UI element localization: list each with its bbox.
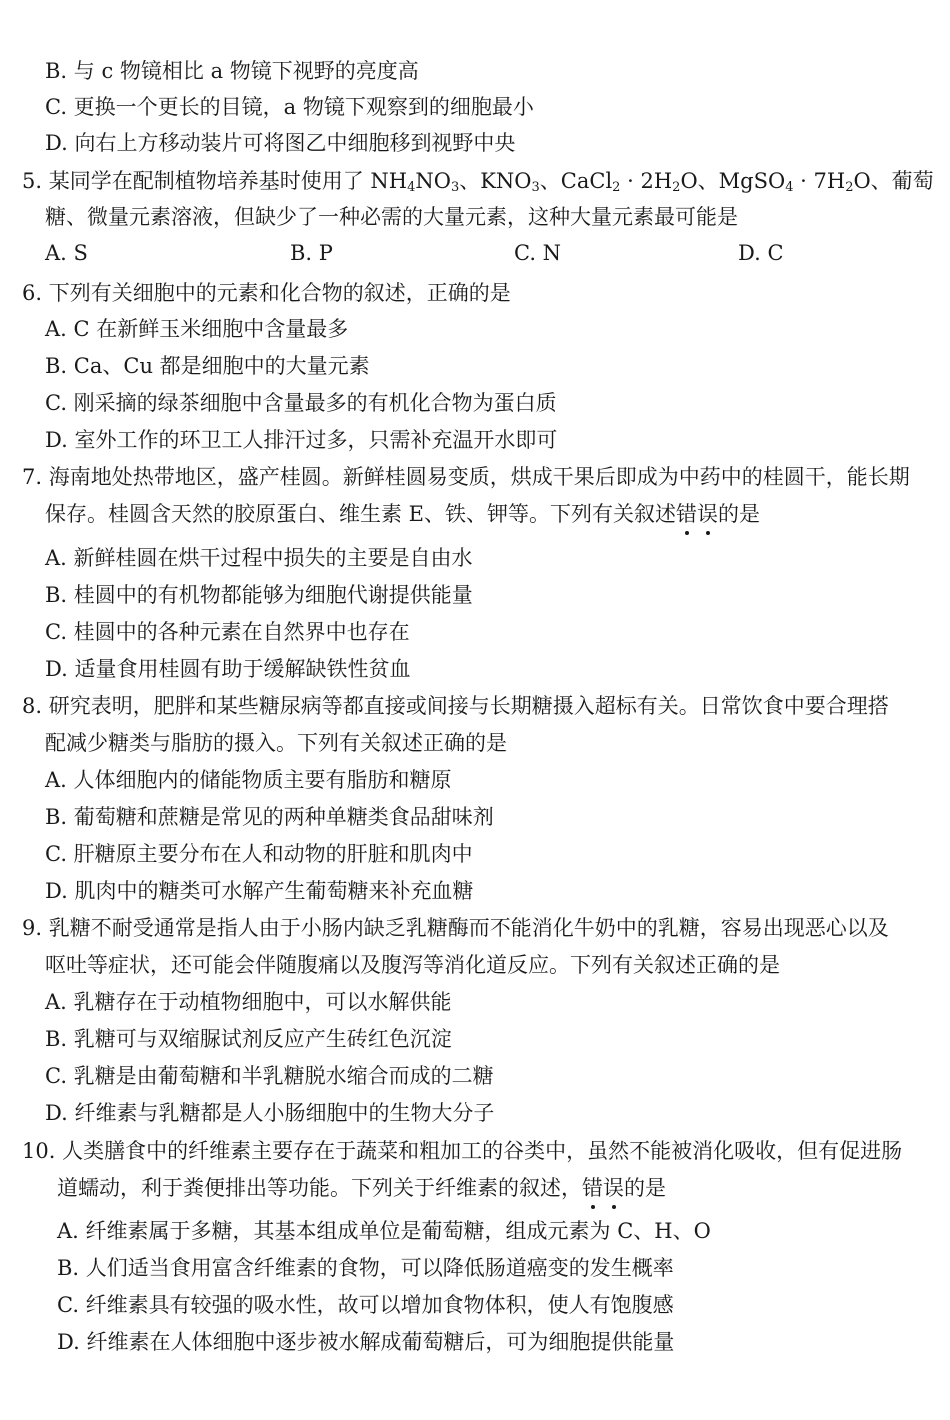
q5-stem-line1 — [22, 168, 934, 194]
q7-stem-line1: 7. 海南地处热带地区，盛产桂圆。新鲜桂圆易变质，烘成干果后即成为中药中的桂圆干，能长期 — [22, 465, 910, 489]
q7-option-b: B. 桂圆中的有机物都能够为细胞代谢提供能量 — [45, 583, 473, 607]
q8-option-d: D. 肌肉中的糖类可水解产生葡萄糖来补充血糖 — [45, 879, 474, 903]
q8-option-c: C. 肝糖原主要分布在人和动物的肝脏和肌肉中 — [45, 842, 473, 866]
q10-option-a: A. 纤维素属于多糖，其基本组成单位是葡萄糖，组成元素为 C、H、O — [57, 1219, 711, 1243]
q5-option-d: D. C — [738, 241, 784, 265]
emphasis-char: 错 — [676, 502, 698, 526]
q10-option-c: C. 纤维素具有较强的吸水性，故可以增加食物体积，使人有饱腹感 — [57, 1293, 674, 1317]
emphasis-char: 误 — [603, 1176, 624, 1200]
subscript: 3 — [450, 180, 460, 195]
q9-option-b: B. 乳糖可与双缩脲试剂反应产生砖红色沉淀 — [45, 1027, 452, 1051]
q5-text: · 2H — [620, 169, 673, 193]
q7-stem-line2 — [45, 501, 760, 527]
q9-stem-line2: 呕吐等症状，还可能会伴随腹痛以及腹泻等消化道反应。下列有关叙述正确的是 — [45, 953, 780, 977]
q10-option-d: D. 纤维素在人体细胞中逐步被水解成葡萄糖后，可为细胞提供能量 — [57, 1330, 675, 1354]
q5-option-a: A. S — [45, 241, 88, 265]
subscript: 4 — [407, 180, 416, 195]
subscript: 2 — [612, 180, 621, 195]
q5-option-b: B. P — [290, 241, 333, 265]
q6-option-b: B. Ca、Cu 都是细胞中的大量元素 — [45, 354, 370, 378]
emphasis-char: 误 — [697, 502, 719, 526]
q8-option-a: A. 人体细胞内的储能物质主要有脂肪和糖原 — [45, 768, 452, 792]
q10-stem-line1: 10. 人类膳食中的纤维素主要存在于蔬菜和粗加工的谷类中，虽然不能被消化吸收，但有促进肠 — [22, 1139, 903, 1163]
q7-text: 保存。桂圆含天然的胶原蛋白、维生素 E、铁、钾等。下列有关叙述 — [45, 502, 677, 526]
q5-text: NO — [415, 169, 451, 193]
q5-text: · 7H — [793, 169, 846, 193]
subscript: 3 — [531, 180, 540, 195]
q5-text: 5. 某同学在配制植物培养基时使用了 NH — [22, 169, 408, 193]
q5-stem-line2: 糖、微量元素溶液，但缺少了一种必需的大量元素，这种大量元素最可能是 — [45, 205, 738, 229]
q6-option-a: A. C 在新鲜玉米细胞中含量最多 — [45, 317, 349, 341]
q7-option-c: C. 桂圆中的各种元素在自然界中也存在 — [45, 620, 410, 644]
q10-text: 的是 — [624, 1176, 666, 1200]
q5-text: 、CaCl — [539, 169, 613, 193]
q7-option-d: D. 适量食用桂圆有助于缓解缺铁性贫血 — [45, 657, 411, 681]
subscript: 2 — [845, 180, 854, 195]
q7-text: 的是 — [718, 502, 761, 526]
emphasis-char: 错 — [582, 1176, 603, 1200]
q8-option-b: B. 葡萄糖和蔗糖是常见的两种单糖类食品甜味剂 — [45, 805, 494, 829]
q9-option-c: C. 乳糖是由葡萄糖和半乳糖脱水缩合而成的二糖 — [45, 1064, 494, 1088]
q9-option-a: A. 乳糖存在于动植物细胞中，可以水解供能 — [45, 990, 452, 1014]
subscript: 2 — [672, 180, 681, 195]
q5-option-c: C. N — [514, 241, 562, 265]
subscript: 4 — [785, 180, 794, 195]
q8-stem-line2: 配减少糖类与脂肪的摄入。下列有关叙述正确的是 — [45, 731, 507, 755]
q6-stem: 6. 下列有关细胞中的元素和化合物的叙述，正确的是 — [22, 281, 511, 305]
q6-option-c: C. 刚采摘的绿茶细胞中含量最多的有机化合物为蛋白质 — [45, 391, 557, 415]
q6-option-d: D. 室外工作的环卫工人排汗过多，只需补充温开水即可 — [45, 428, 558, 452]
q4-option-b: B. 与 c 物镜相比 a 物镜下视野的亮度高 — [45, 59, 419, 83]
q10-option-b: B. 人们适当食用富含纤维素的食物，可以降低肠道癌变的发生概率 — [57, 1256, 674, 1280]
q10-stem-line2 — [57, 1175, 666, 1201]
q5-text: O、葡萄 — [853, 169, 934, 193]
q7-option-a: A. 新鲜桂圆在烘干过程中损失的主要是自由水 — [45, 546, 473, 570]
q9-option-d: D. 纤维素与乳糖都是人小肠细胞中的生物大分子 — [45, 1101, 495, 1125]
q8-stem-line1: 8. 研究表明，肥胖和某些糖尿病等都直接或间接与长期糖摄入超标有关。日常饮食中要合理搭 — [22, 694, 889, 718]
q5-text: O、MgSO — [680, 169, 786, 193]
q10-text: 道蠕动，利于粪便排出等功能。下列关于纤维素的叙述， — [57, 1176, 582, 1200]
q4-option-c: C. 更换一个更长的目镜，a 物镜下观察到的细胞最小 — [45, 95, 534, 119]
q4-option-d: D. 向右上方移动装片可将图乙中细胞移到视野中央 — [45, 131, 516, 155]
q9-stem-line1: 9. 乳糖不耐受通常是指人由于小肠内缺乏乳糖酶而不能消化牛奶中的乳糖，容易出现恶心以及 — [22, 916, 889, 940]
q5-text: 、KNO — [459, 169, 532, 193]
